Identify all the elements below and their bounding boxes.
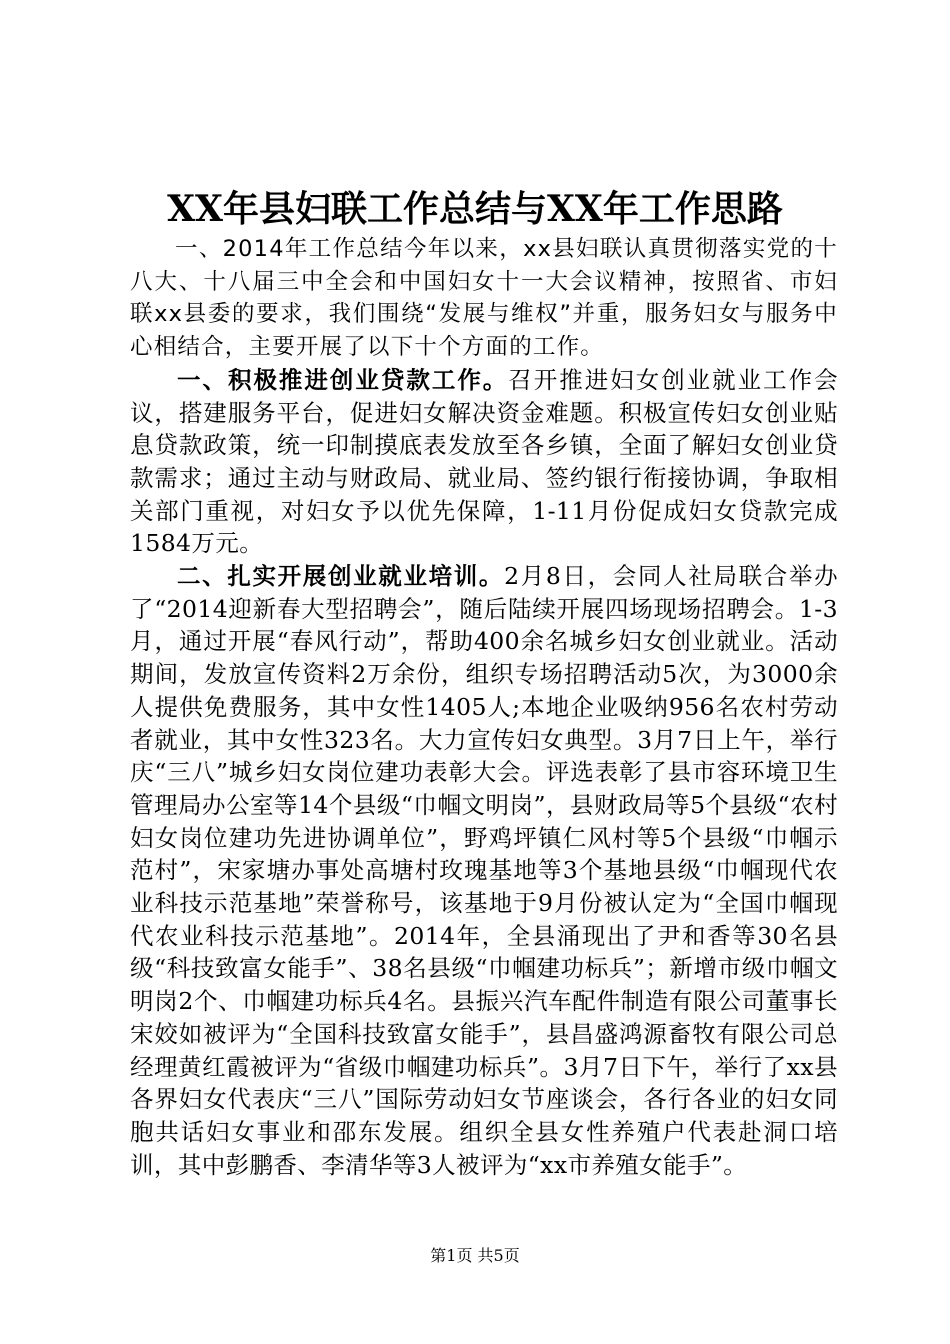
- paragraph-text: 召开推进妇女创业就业工作会议，搭建服务平台，促进妇女解决资金难题。积极宣传妇女创业贴息贷款政策，统一印制摸底表发放至各乡镇，全面了解妇女创业贷款需求；通过主动与财政局、就业局、签约银行衔接协调，争取相关部门重视，对妇女予以优先保障，1-11月份促成妇女贷款完成1584万元。: [130, 365, 839, 558]
- section-heading: 一、积极推进创业贷款工作。: [177, 365, 509, 394]
- document-body: [130, 233, 838, 1181]
- paragraph-text: 2月8日，会同人社局联合举办了“2014迎新春大型招聘会”，随后陆续开展四场现场招聘会。1-3月，通过开展“春风行动”，帮助400余名城乡妇女创业就业。活动期间，发放宣传资料2万余份，组织专场招聘活动5次，为3000余人提供免费服务，其中女性1405人;本地企业吸纳956名农村劳动者就业，其中女性323名。大力宣传妇女典型。3月7日上午，举行庆“三八”城乡妇女岗位建功表彰大会。评选表彰了县市容环境卫生管理局办公室等14个县级“巾帼文明岗”，县财政局等5个县级“农村妇女岗位建功先进协调单位”，野鸡坪镇仁风村等5个县级“巾帼示范村”，宋家塘办事处高塘村玫瑰基地等3个基地县级“巾帼现代农业科技示范基地”荣誉称号，该基地于9月份被认定为“全国巾帼现代农业科技示范基地”。2014年，全县涌现出了尹和香等30名县级“科技致富女能手”、38名县级“巾帼建功标兵”；新增市级巾帼文明岗2个、巾帼建功标兵4名。县振兴汽车配件制造有限公司董事长宋姣如被评为“全国科技致富女能手”，县昌盛鸿源畜牧有限公司总经理黄红霞被评为“省级巾帼建功标兵”。3月7日下午，举行了xx县各界妇女代表庆“三八”国际劳动妇女节座谈会，各行各业的妇女同胞共话妇女事业和邵东发展。组织全县女性养殖户代表赴洞口培训，其中彭鹏香、李清华等3人被评为“xx市养殖女能手”。: [130, 562, 838, 1179]
- page-indicator: 第1页 共5页: [430, 1246, 520, 1265]
- section-paragraph-2: [130, 560, 838, 1181]
- page-footer: [0, 1245, 950, 1267]
- section-heading: 二、扎实开展创业就业培训。: [177, 562, 505, 591]
- document-title: XX年县妇联工作总结与XX年工作思路: [167, 188, 783, 230]
- section-paragraph-1: [130, 364, 838, 560]
- intro-paragraph: [130, 233, 838, 364]
- paragraph-text: 一、2014年工作总结今年以来，xx县妇联认真贯彻落实党的十八大、十八届三中全会和中国妇女十一大会议精神，按照省、市妇联xx县委的要求，我们围绕“发展与维权”并重，服务妇女与服务中心相结合，主要开展了以下十个方面的工作。: [130, 236, 838, 361]
